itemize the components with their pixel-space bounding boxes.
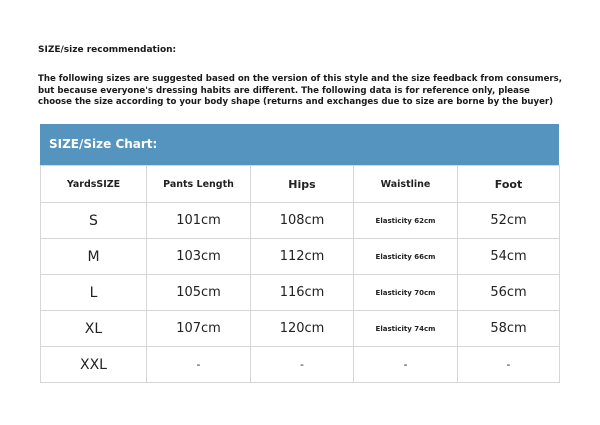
notice-line: The following sizes are suggested based on the version of this style and the size feedback from consumers,	[38, 74, 563, 84]
column-header-pants-length: Pants Length	[147, 166, 251, 203]
size-table	[40, 165, 560, 383]
column-header-foot: Foot	[458, 166, 560, 203]
notice-line: but because everyone's dressing habits are different. The following data is for reference only, please	[38, 85, 530, 96]
waistline-cell: Elasticity 70cm	[354, 275, 458, 311]
table-row	[41, 239, 560, 275]
hips-cell: 108cm	[251, 203, 354, 239]
waistline-cell: -	[354, 347, 458, 383]
pants-length-cell: 105cm	[147, 275, 251, 311]
size-chart	[40, 124, 559, 383]
size-cell: L	[41, 275, 147, 311]
pants-length-cell: 103cm	[147, 239, 251, 275]
notice-line: choose the size according to your body shape (returns and exchanges due to size are borne by the buyer)	[38, 97, 554, 108]
pants-length-cell: -	[147, 347, 251, 383]
table-row	[41, 203, 560, 239]
hips-cell: 116cm	[251, 275, 354, 311]
pants-length-cell: 101cm	[147, 203, 251, 239]
table-header-row	[41, 166, 560, 203]
recommendation-title: SIZE/size recommendation:	[38, 45, 177, 55]
foot-cell: 58cm	[458, 311, 560, 347]
waistline-cell: Elasticity 74cm	[354, 311, 458, 347]
size-cell: XXL	[41, 347, 147, 383]
size-cell: S	[41, 203, 147, 239]
table-row	[41, 347, 560, 383]
size-cell: XL	[41, 311, 147, 347]
table-row	[41, 311, 560, 347]
hips-cell: -	[251, 347, 354, 383]
foot-cell: 52cm	[458, 203, 560, 239]
size-notice	[38, 74, 568, 109]
foot-cell: 56cm	[458, 275, 560, 311]
hips-cell: 112cm	[251, 239, 354, 275]
waistline-cell: Elasticity 62cm	[354, 203, 458, 239]
waistline-cell: Elasticity 66cm	[354, 239, 458, 275]
column-header-waistline: Waistline	[354, 166, 458, 203]
foot-cell: -	[458, 347, 560, 383]
size-chart-title: SIZE/Size Chart:	[40, 124, 559, 165]
hips-cell: 120cm	[251, 311, 354, 347]
column-header-hips: Hips	[251, 166, 354, 203]
foot-cell: 54cm	[458, 239, 560, 275]
pants-length-cell: 107cm	[147, 311, 251, 347]
size-cell: M	[41, 239, 147, 275]
table-row	[41, 275, 560, 311]
column-header-size: YardsSIZE	[41, 166, 147, 203]
